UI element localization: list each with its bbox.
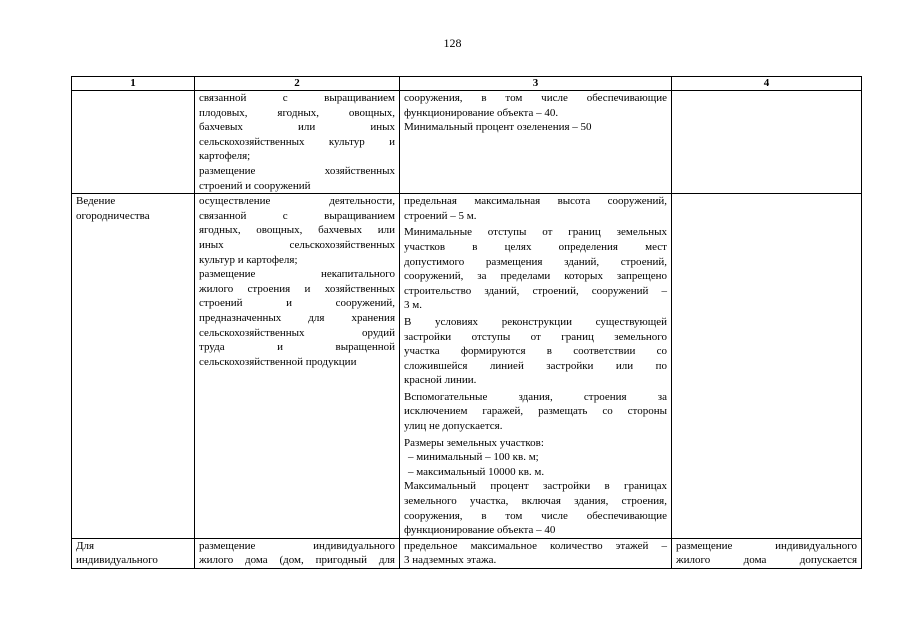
table-row [72, 194, 862, 539]
cell-text-line: плодовых, ягодных, овощных, [199, 106, 395, 119]
column-header-2: 2 [195, 77, 400, 91]
cell-text-line: жилого строения и хозяйственных [199, 282, 395, 295]
cell-text-line: жилого дома допускается [676, 554, 857, 567]
cell-text-line: сооружения, в том числе обеспечивающие [404, 92, 667, 104]
cell-text-line: функционирование объекта – 40 [404, 524, 556, 537]
cell-text-line: – минимальный – 100 кв. м; [408, 451, 539, 464]
parameters-cell [400, 91, 672, 194]
cell-text-line: Ведение [76, 195, 116, 208]
land-use-type-cell [72, 91, 195, 194]
cell-text-line: Минимальный процент озеленения – 50 [404, 121, 592, 134]
page-number: 128 [443, 36, 462, 50]
cell-text-line: строений и сооружений, [199, 297, 395, 310]
cell-text-line: индивидуального [76, 554, 158, 567]
permitted-use-description-cell [195, 538, 400, 568]
cell-text-line: строений и сооружений [199, 179, 311, 192]
cell-text-line: 3 м. [404, 299, 422, 312]
cell-text-line: ягодных, овощных, бахчевых или [199, 224, 395, 237]
cell-text-line: размещение некапитального [199, 268, 395, 281]
cell-text-line: Вспомогательные здания, строения за [404, 390, 667, 403]
cell-text-line: Минимальные отступы от границ земельных [404, 226, 667, 239]
cell-text-line: предназначенных для хранения [199, 311, 395, 324]
cell-text-line: исключением гаражей, размещать со стороны [404, 405, 667, 418]
column-header-3: 3 [400, 77, 672, 91]
cell-text-line: жилого дома (дом, пригодный для [199, 554, 395, 567]
column-header-4: 4 [672, 77, 862, 91]
land-use-type-cell [72, 538, 195, 568]
cell-text-line: Для [76, 539, 95, 552]
cell-text-line: сельскохозяйственных культур и [199, 135, 395, 148]
cell-text-line: предельное максимальное количество этажей – [404, 539, 667, 552]
cell-text-line: связанной с выращиванием [199, 92, 395, 104]
cell-text-line: строительство зданий, строений, сооружений – [404, 284, 667, 297]
cell-text-line: сельскохозяйственной продукции [199, 355, 357, 368]
permitted-use-description-cell [195, 194, 400, 539]
cell-text-line: Максимальный процент застройки в границах [404, 480, 667, 493]
cell-text-line: строений – 5 м. [404, 209, 477, 222]
cell-text-line: осуществление деятельности, [199, 195, 395, 208]
table-row [72, 538, 862, 568]
cell-text-line: размещение индивидуального [676, 539, 857, 552]
restrictions-cell [672, 194, 862, 539]
cell-text-line: культур и картофеля; [199, 253, 298, 266]
column-header-1: 1 [72, 77, 195, 91]
restrictions-cell [672, 91, 862, 194]
cell-text-line: огородничества [76, 209, 150, 222]
cell-text-line: сложившейся линией застройки или по [404, 359, 667, 372]
cell-text-line: предельная максимальная высота сооружений, [404, 195, 667, 208]
cell-text-line: 3 надземных этажа. [404, 554, 497, 567]
restrictions-cell [672, 538, 862, 568]
cell-text-line: допустимого размещения зданий, строений, [404, 255, 667, 268]
cell-text-line: труда и выращенной [199, 341, 395, 354]
cell-text-line: функционирование объекта – 40. [404, 106, 559, 119]
permitted-use-description-cell [195, 91, 400, 194]
land-use-type-cell [72, 194, 195, 539]
parameters-cell [400, 194, 672, 539]
cell-text-line: сооружения, в том числе обеспечивающие [404, 509, 667, 522]
table-row [72, 91, 862, 194]
cell-text-line: улиц не допускается. [404, 420, 503, 433]
cell-text-line: размещение хозяйственных [199, 164, 395, 177]
table-body [72, 91, 862, 569]
cell-text-line: картофеля; [199, 150, 251, 163]
cell-text-line: красной линии. [404, 374, 477, 387]
cell-text-line: размещение индивидуального [199, 539, 395, 552]
cell-text-line: земельного участка, включая здания, строения, [404, 495, 667, 508]
cell-text-line: застройки отступы от границ земельного [404, 330, 667, 343]
regulations-table [71, 76, 862, 569]
cell-text-line: сельскохозяйственных орудий [199, 326, 395, 339]
cell-text-line: связанной с выращиванием [199, 209, 395, 222]
parameters-cell [400, 538, 672, 568]
cell-text-line: – максимальный 10000 кв. м. [408, 465, 545, 478]
cell-text-line: иных сельскохозяйственных [199, 238, 395, 251]
cell-text-line: сооружений, за пределами которых запрещено [404, 270, 667, 283]
table-header-row [72, 77, 862, 91]
cell-text-line: участков в целях определения мест [404, 240, 667, 253]
cell-text-line: Размеры земельных участков: [404, 436, 544, 449]
cell-text-line: участка формируются в соответствии со [404, 345, 667, 358]
cell-text-line: бахчевых или иных [199, 121, 395, 134]
cell-text-line: В условиях реконструкции существующей [404, 315, 667, 328]
